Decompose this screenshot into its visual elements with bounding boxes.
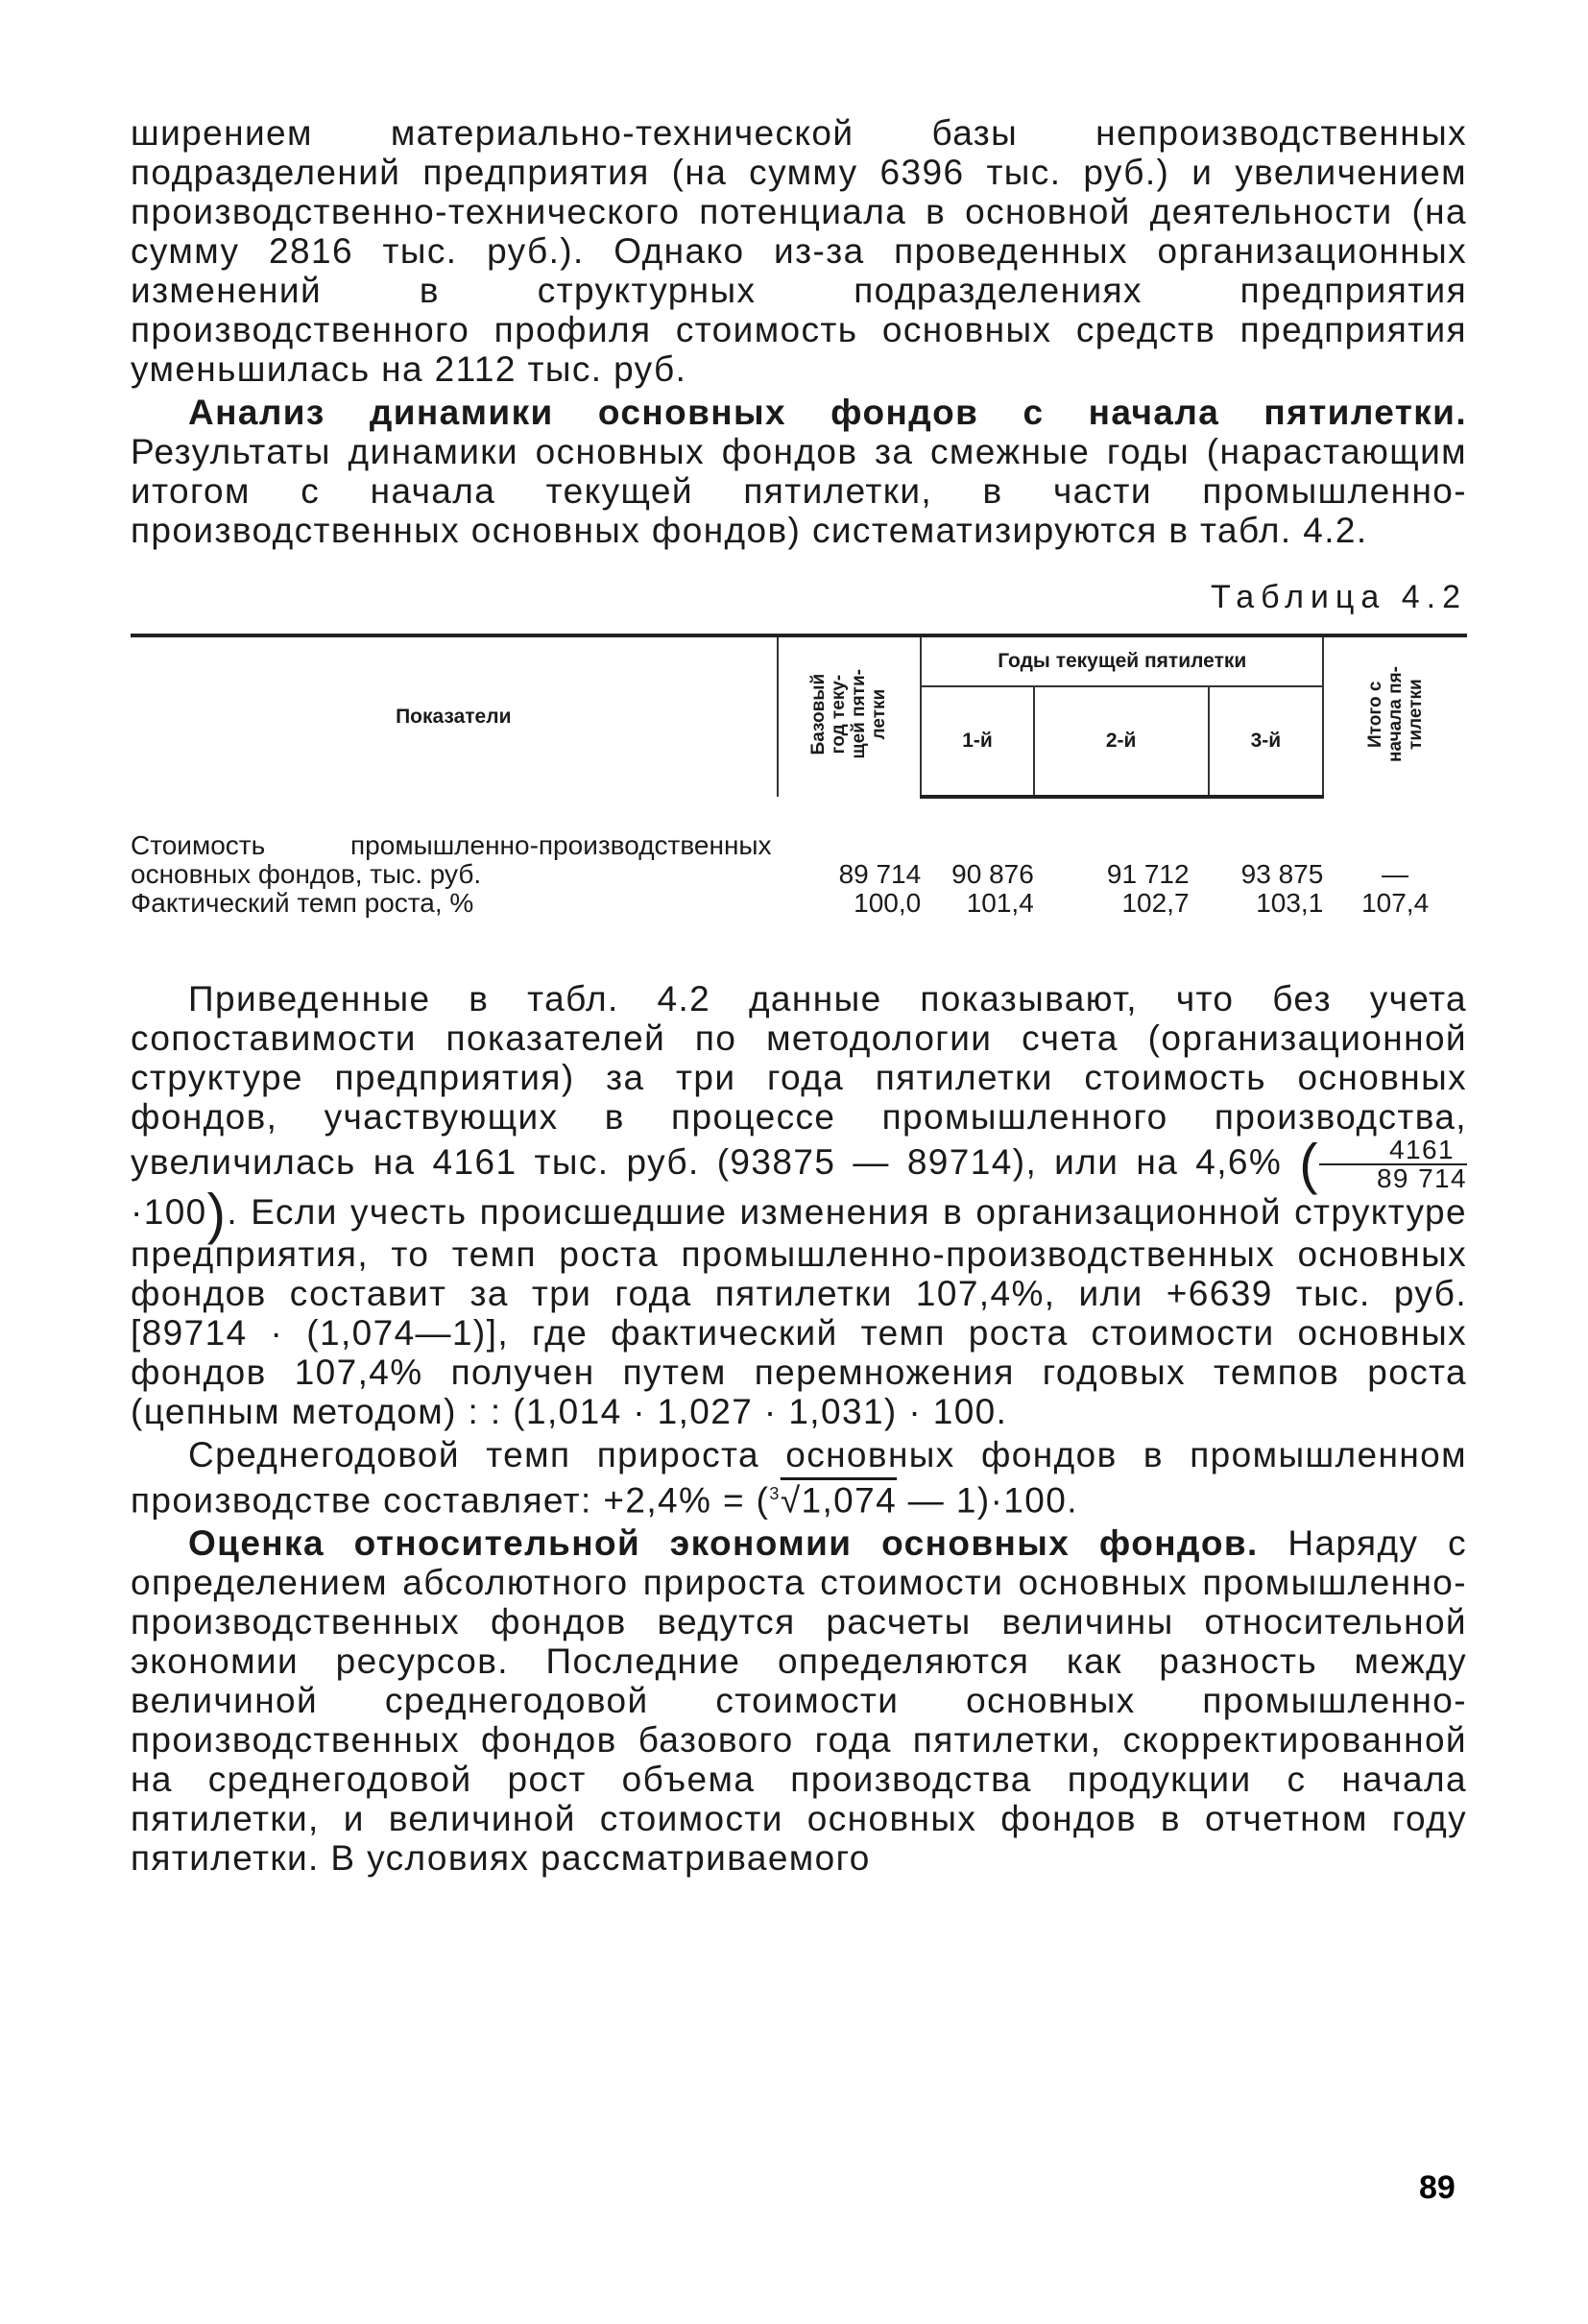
row-label-cost: Стоимость промышленно-производственных основных фондов, тыс. руб. — [131, 830, 772, 889]
cell-year-2: 102,7 — [1121, 888, 1190, 918]
cell-year-3: 103,1 — [1256, 888, 1324, 918]
header-years-group: Годы текущей пятилетки — [921, 635, 1323, 686]
table-4-2 — [131, 634, 1467, 918]
paragraph-1: ширением материально-технической базы непроизводственных подразделений предприятия (на сумму 6396 тыс. руб.) и увеличением производственно-технического потенциала в основной деятельности (на сумму 2816 тыс. руб.). Однако из-за проведенных организационных изменений в структурных подразделениях предприятия производственного профиля стоимость основных средств предприятия уменьшилась на 2112 тыс. руб. — [131, 113, 1467, 389]
header-year-1: 1-й — [921, 686, 1034, 797]
paragraph-2 — [131, 393, 1467, 550]
table-row — [131, 889, 1467, 918]
header-year-2: 2-й — [1034, 686, 1209, 797]
cell-year-1: 101,4 — [966, 888, 1034, 918]
header-base-year: Базовый год теку- щей пяти- летки — [778, 635, 922, 797]
cell-year-2: 91 712 — [1106, 859, 1190, 889]
page-number: 89 — [1419, 2169, 1456, 2206]
section-heading-economy: Оценка относительной экономии основных фондов. — [188, 1523, 1259, 1564]
section-heading-dynamics: Анализ динамики основных фондов с начала пятилетки. — [188, 393, 1467, 432]
header-indicators: Показатели — [131, 635, 778, 797]
root-expression: √1,074 — [780, 1480, 898, 1521]
table-caption: Таблица 4.2 — [1210, 579, 1467, 615]
row-label-growth: Фактический темп роста, % — [131, 888, 474, 918]
paragraph-3: Приведенные в табл. 4.2 данные показывают, что без учета сопоставимости показателей по методологии счета (организационной структуре предприятия) за три года пятилетки стоимость основных фондов, участвующих в процессе промышленного производства, увеличилась на 4161 тыс. руб. (93875 — 89714), или на 4,6% ( $\frac{4161}{89 714}$ ·100). Если учесть происшедшие изменения в организационной структуре предприятия, то темп роста промышленно-производственных основных фондов составит за три года пятилетки 107,4%, или +6639 тыс. руб. [89714 · (1,074—1)], где фактический темп роста стоимости основных фондов 107,4% получен путем перемножения годовых темпов роста (цепным методом) : : (1,014 · 1,027 · 1,031) · 100. — [131, 979, 1467, 1431]
cell-base: 100,0 — [854, 888, 922, 918]
cell-base: 89 714 — [838, 859, 922, 889]
header-total: Итого с начала пя- тилетки — [1323, 635, 1467, 797]
cell-year-1: 90 876 — [951, 859, 1034, 889]
cell-year-3: 93 875 — [1240, 859, 1324, 889]
paragraph-4-end: — 1)·100. — [897, 1480, 1078, 1521]
table-row — [131, 831, 1467, 889]
cell-total: — — [1382, 859, 1409, 889]
paragraph-4-start: Среднегодовой темп прироста основных фондов в промышленном производстве составляет: +2,4% = ( — [131, 1434, 1467, 1521]
fraction-multiplier: ·100 — [131, 1192, 207, 1232]
page-content — [131, 113, 1467, 1878]
header-year-3: 3-й — [1209, 686, 1324, 797]
fraction-4161-89714: $\frac{4161}{89 714}$ — [1319, 1137, 1467, 1192]
paragraph-2-text: Результаты динамики основных фондов за смежные годы (нарастающим итогом с начала текущей пятилетки, в части промышленно-производственных основных фондов) систематизируются в табл. 4.2. — [131, 432, 1467, 550]
root-index: 3 — [769, 1483, 781, 1503]
paragraph-5 — [131, 1523, 1467, 1878]
paragraph-5-text: Наряду с определением абсолютного прироста стоимости основных промышленно-производственных фондов ведутся расчеты величины относительной экономии ресурсов. Последние определяются как разность между величиной среднегодовой стоимости основных промышленно-производственных фондов базового года пятилетки, скорректированной на среднегодовой рост объема производства продукции с начала пятилетки, и величиной стоимости основных фондов в отчетном году пятилетки. В условиях рассматриваемого — [131, 1523, 1467, 1879]
paragraph-4 — [131, 1435, 1467, 1520]
paragraph-3-start: Приведенные в табл. 4.2 данные показывают, что без учета сопоставимости показателей по методологии счета (организационной структуре предприятия) за три года пятилетки стоимость основных фондов, участвующих в процессе промышленного производства, увеличилась на 4161 тыс. руб. (93875 — 89714), или на 4,6% — [131, 979, 1467, 1182]
cell-total: 107,4 — [1361, 888, 1430, 918]
paragraph-3-end: . Если учесть происшедшие изменения в организационной структуре предприятия, то темп роста промышленно-производственных основных фондов составит за три года пятилетки 107,4%, или +6639 тыс. руб. [89714 · (1,074—1)], где фактический темп роста стоимости основных фондов 107,4% получен путем перемножения годовых темпов роста (цепным методом) : : (1,014 · 1,027 · 1,031) · 100. — [131, 1192, 1467, 1431]
